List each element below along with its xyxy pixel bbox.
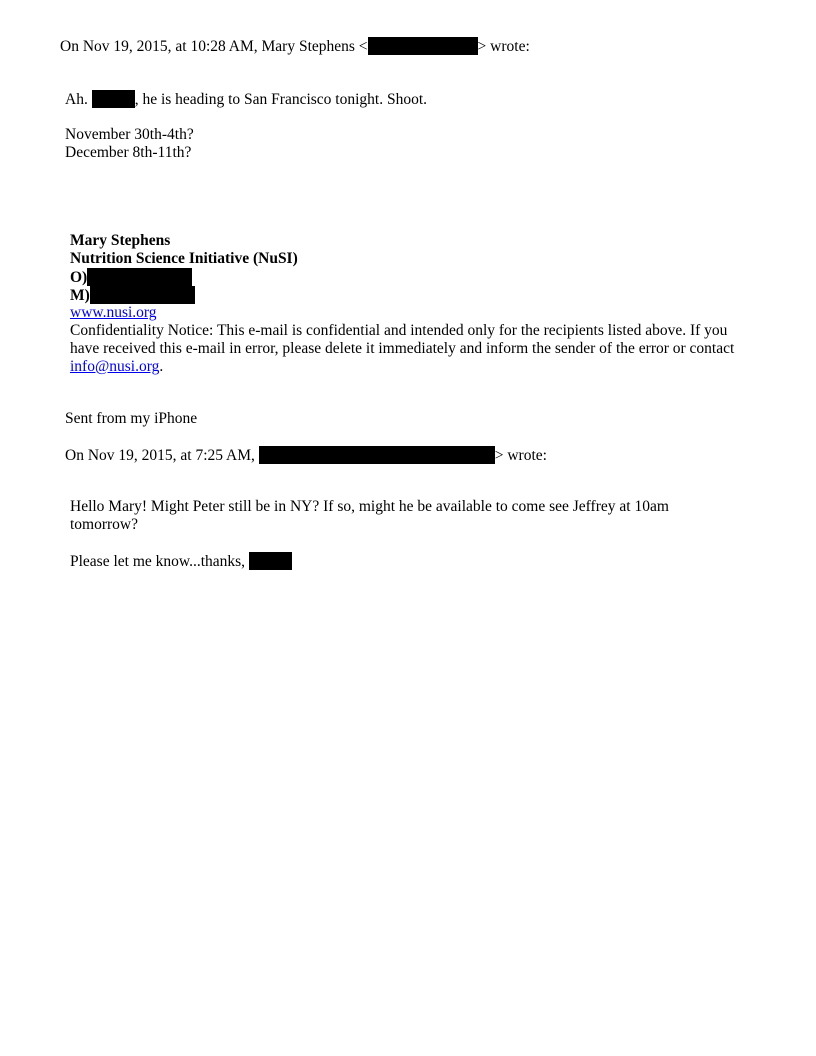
redacted-name bbox=[92, 90, 135, 108]
mobile-label: M) bbox=[70, 287, 90, 304]
header-2-suffix: > wrote: bbox=[494, 447, 547, 464]
notice-end: . bbox=[159, 358, 164, 375]
date-option-1: November 30th-4th? bbox=[65, 126, 194, 143]
signature-office bbox=[70, 268, 192, 287]
redacted-email bbox=[368, 37, 478, 55]
quoted-header-2 bbox=[65, 446, 547, 465]
signature-org: Nutrition Science Initiative (NuSI) bbox=[70, 250, 298, 267]
closing-text: Please let me know...thanks, bbox=[70, 553, 249, 570]
sent-from: Sent from my iPhone bbox=[65, 410, 198, 427]
signature-name: Mary Stephens bbox=[70, 232, 171, 249]
original-closing bbox=[70, 552, 292, 571]
original-body: Hello Mary! Might Peter still be in NY? If so, might he be available to come see Jeffrey at 10am tomorrow? bbox=[70, 498, 669, 533]
notice-text: Confidentiality Notice: This e-mail is confidential and intended only for the recipients listed above. If you have received this e-mail in error, please delete it immediately and inform the sender of the error or contact bbox=[70, 322, 735, 357]
redacted-sender bbox=[259, 446, 495, 464]
date-option-2: December 8th-11th? bbox=[65, 144, 192, 161]
header-2-prefix: On Nov 19, 2015, at 7:25 AM, bbox=[65, 447, 259, 464]
redacted-office-phone bbox=[87, 268, 192, 286]
redacted-mobile-phone bbox=[90, 286, 195, 304]
confidentiality-notice bbox=[70, 322, 750, 376]
reply-line-1 bbox=[65, 90, 427, 109]
office-label: O) bbox=[70, 269, 88, 286]
redacted-signoff bbox=[249, 552, 292, 570]
notice-email-link[interactable]: info@nusi.org bbox=[70, 358, 160, 375]
reply-prefix: Ah. bbox=[65, 91, 92, 108]
signature-mobile bbox=[70, 286, 195, 305]
website-link[interactable]: www.nusi.org bbox=[70, 304, 157, 321]
header-1-prefix: On Nov 19, 2015, at 10:28 AM, Mary Stephens < bbox=[60, 38, 368, 55]
signature-website bbox=[70, 304, 157, 322]
reply-suffix: , he is heading to San Francisco tonight. Shoot. bbox=[134, 91, 428, 108]
header-1-suffix: > wrote: bbox=[477, 38, 530, 55]
quoted-header-1 bbox=[60, 37, 530, 56]
